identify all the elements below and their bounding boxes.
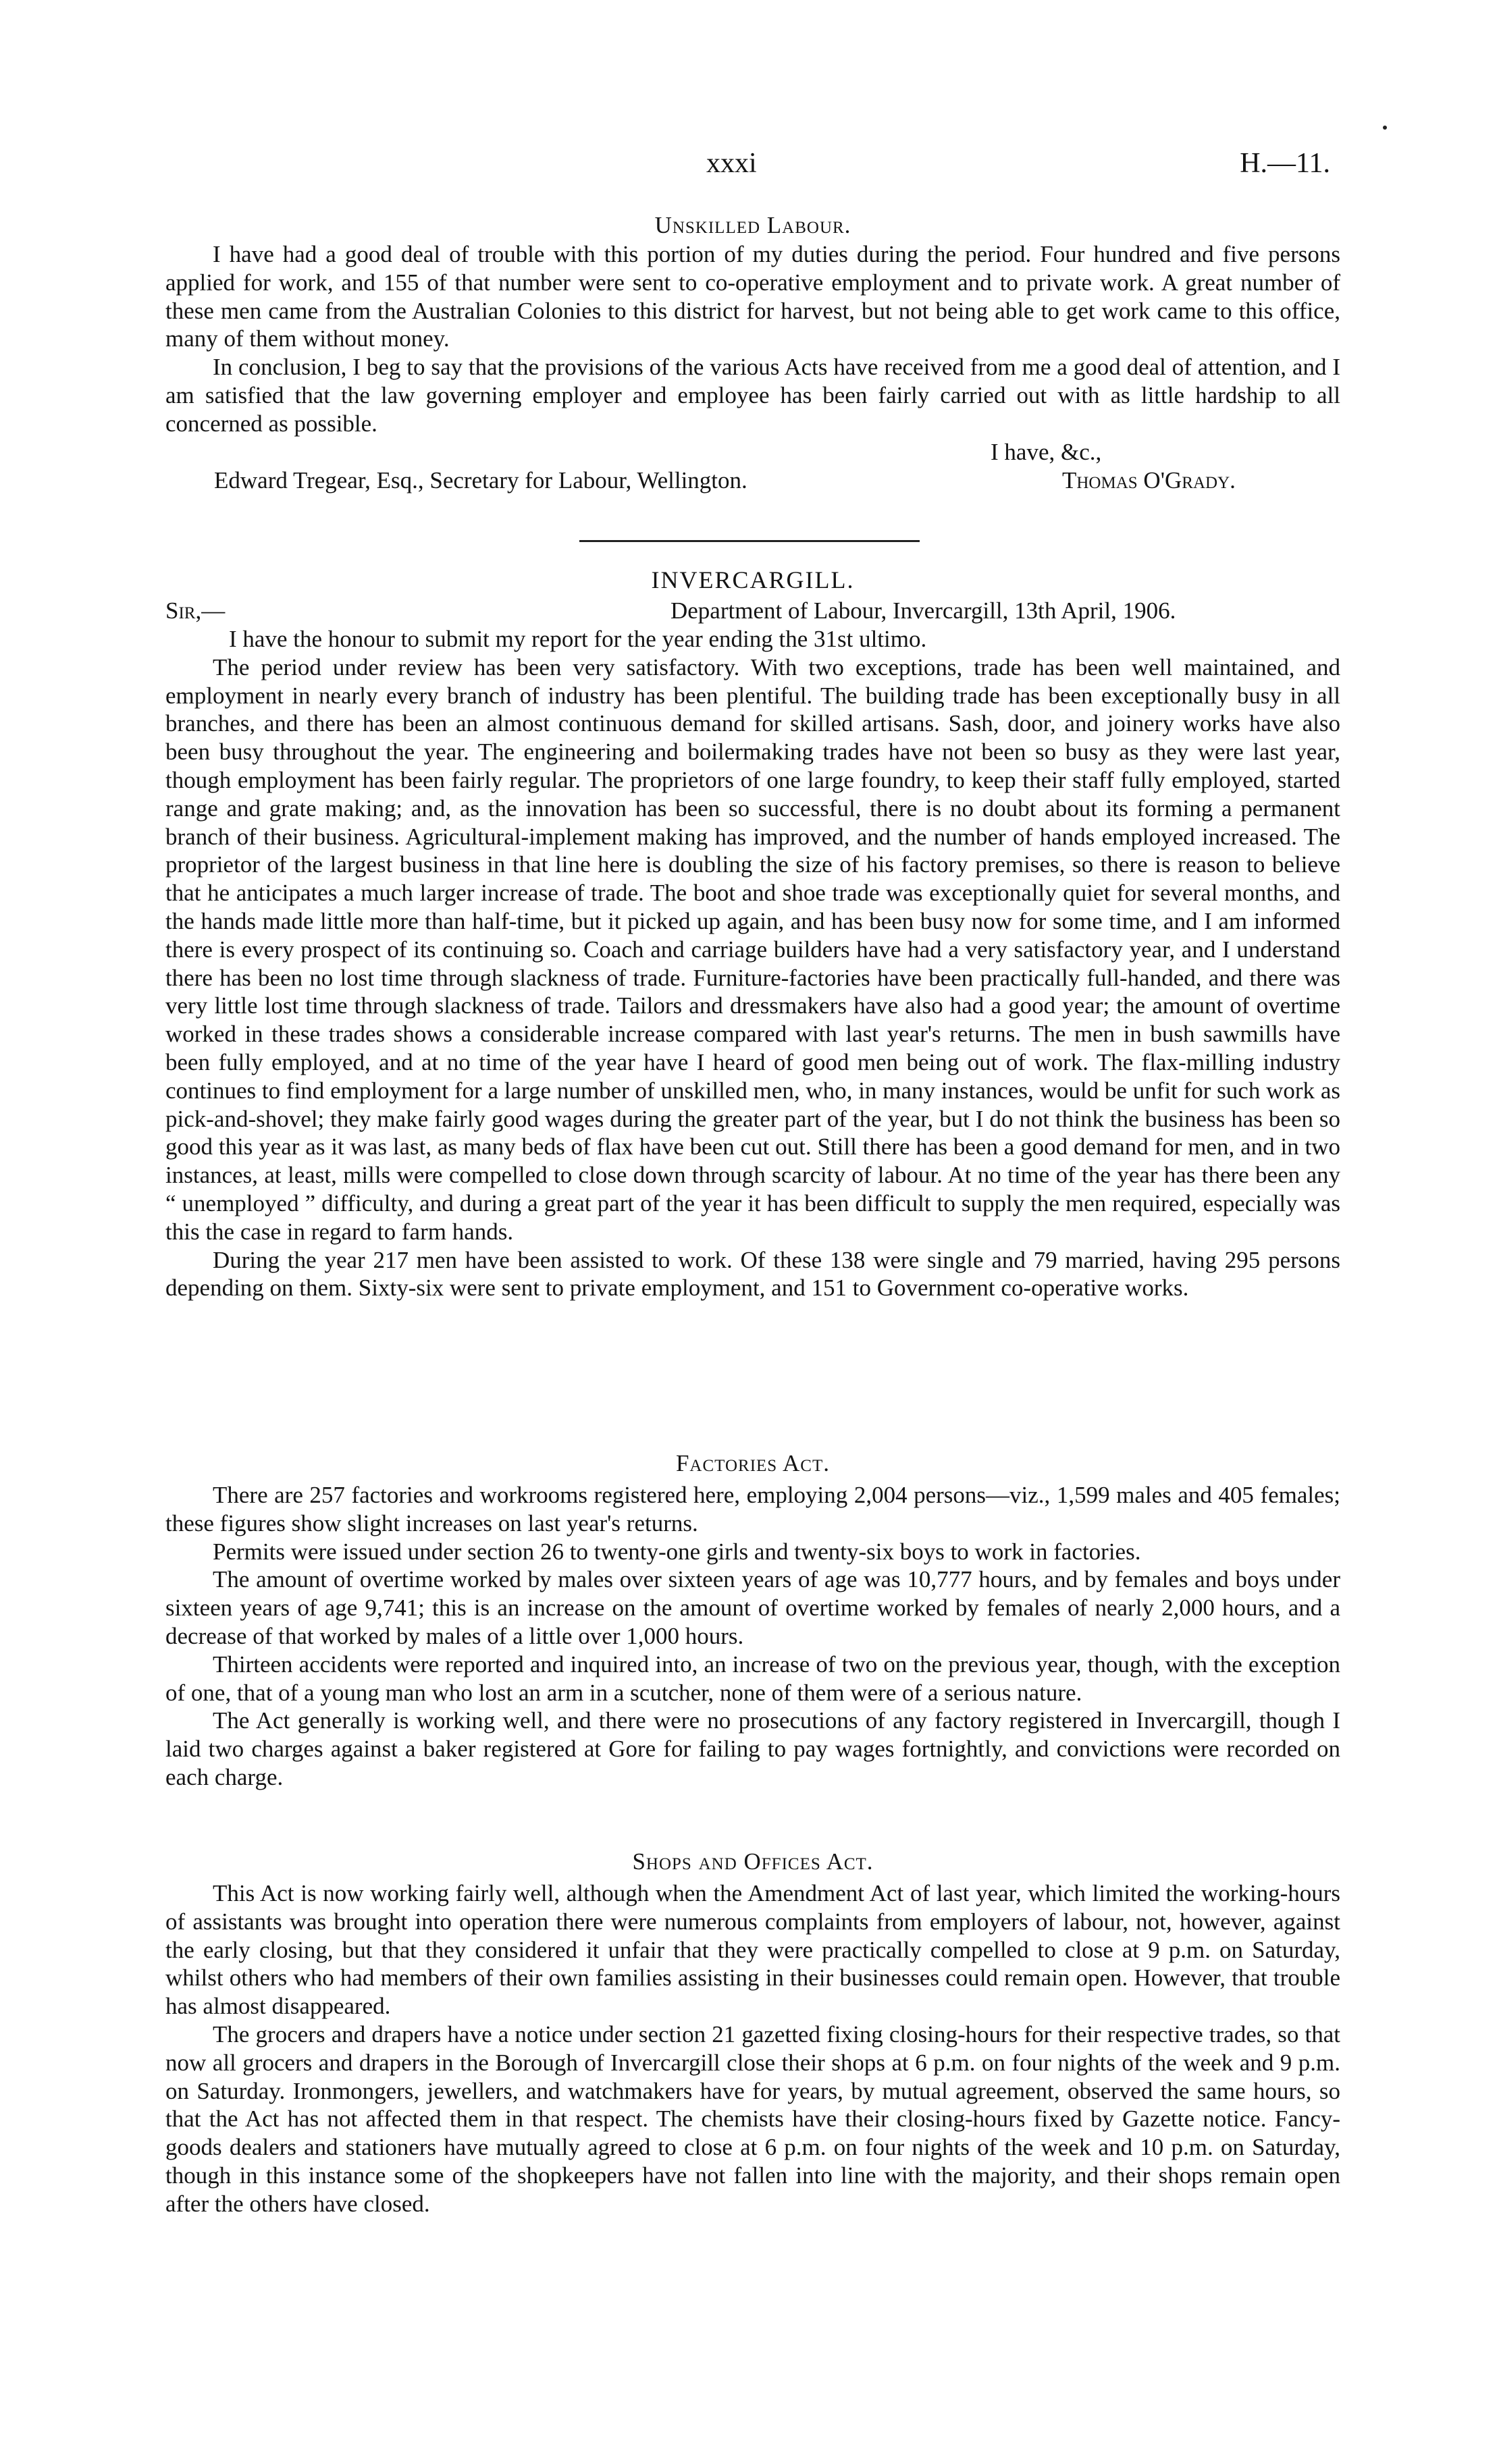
section-unskilled-labour (165, 212, 1340, 495)
margin-mark (1383, 126, 1387, 130)
paragraph: Permits were issued under section 26 to twenty-one girls and twenty-six boys to work in factories. (213, 1538, 1141, 1565)
section-factories-act (165, 1450, 1340, 1792)
closing-row (165, 438, 1340, 466)
page-number: xxxi (706, 148, 757, 179)
report-title: INVERCARGILL. (651, 566, 855, 593)
paragraph: I have the honour to submit my report for the year ending the 31st ultimo. (229, 626, 927, 652)
signature-row (165, 466, 1340, 495)
paragraph: The period under review has been very satisfactory. With two exceptions, trade has been well maintained, and employment in nearly every branch of industry has been plentiful. The building trade has been exceptionally busy in all branches, and there has been an almost continuous demand for skilled artisans. Sash, door, and joinery works have also been busy throughout the year. The engineering and boilermaking trades have not been so busy as they were last year, though employment has been fairly regular. The proprietors of one large foundry, to keep their staff fully employed, started range and grate making; and, as the innovation has been so successful, there is no doubt about its forming a permanent branch of their business. Agricultural-implement making has improved, and the number of hands employed increased. The proprietor of the largest business in that line here is doubling the size of his factory premises, so there is reason to believe that he anticipates a much larger increase of trade. The boot and shoe trade was exceptionally quiet for several months, and the hands made little more than half-time, but it picked up again, and has been busy now for some time, and I am informed there is every prospect of its continuing so. Coach and carriage builders have had a very satisfactory year, and I understand there has been no lost time through slackness of trade. Furniture-factories have been practically full-handed, and there was very little lost time through slackness of trade. Tailors and dressmakers have also had a good year; the amount of overtime worked in these trades shows a considerable increase compared with last year's returns. The men in bush sawmills have been fully employed, and at no time of the year have I heard of good men being out of work. The flax-milling industry continues to find employment for a large number of unskilled men, who, in many instances, would be unfit for such work as pick-and-shovel; they make fairly good wages during the greater part of the year, but I do not think the business has been so good this year as it was last, as many beds of flax have been cut out. Still there has been a good demand for men, and in two instances, at least, mills were compelled to close down through scarcity of labour. At no time of the year has there been any “ unemployed ” difficulty, and during a great part of the year it has been difficult to supply the men required, especially was this the case in regard to farm hands. (165, 653, 1340, 1245)
paragraph: I have had a good deal of trouble with this portion of my duties during the period. Four hundred and five persons applied for work, and 155 of that number were sent to co-operative employment and to private work. A great number of these men came from the Australian Colonies to this district for harvest, but not being able to get work came to this office, many of them without money. (165, 241, 1340, 352)
document-reference: H.—11. (1240, 148, 1330, 179)
addressee: Edward Tregear, Esq., Secretary for Labour, Wellington. (214, 466, 747, 493)
section-heading: Unskilled Labour. (654, 212, 851, 238)
signature: Thomas O'Grady. (1062, 466, 1236, 493)
paragraph: There are 257 factories and workrooms registered here, employing 2,004 persons—viz., 1,599 males and 405 females; these figures show slight increases on last year's returns. (165, 1482, 1340, 1536)
paragraph: This Act is now working fairly well, although when the Amendment Act of last year, which limited the working-hours of assistants was brought into operation there were numerous complaints from employers of labour, not, however, against the early closing, but that they considered it unfair that they were practically compelled to close at 9 p.m. on Saturday, whilst others who had members of their own families assisting in their businesses could remain open. However, that trouble has almost disappeared. (165, 1880, 1340, 2020)
paragraph: Thirteen accidents were reported and inquired into, an increase of two on the previous year, though, with the exception of one, that of a young man who lost an arm in a scutcher, none of them were of a serious nature. (165, 1651, 1340, 1706)
paragraph: The amount of overtime worked by males over sixteen years of age was 10,777 hours, and by females and boys under sixteen years of age 9,741; this is an increase on the amount of overtime worked by females of nearly 2,000 hours, and a decrease of that worked by males of a little over 1,000 hours. (165, 1566, 1340, 1649)
paragraph: During the year 217 men have been assisted to work. Of these 138 were single and 79 married, having 295 persons depending on them. Sixty-six were sent to private employment, and 151 to Government co-operative works. (165, 1246, 1340, 1302)
section-heading: Factories Act. (675, 1450, 831, 1476)
paragraph: In conclusion, I beg to say that the provisions of the various Acts have received from me a good deal of attention, and I am satisfied that the law governing employer and employee has been fairly carried out with as little hardship to all concerned as possible. (165, 354, 1340, 437)
salutation: Sir,— (165, 597, 226, 624)
closing-text: I have, &c., (991, 438, 1102, 465)
dateline-row (165, 597, 1340, 625)
section-heading: Shops and Offices Act. (632, 1848, 874, 1875)
section-divider (579, 540, 920, 542)
section-invercargill (165, 566, 1340, 1302)
paragraph: The grocers and drapers have a notice under section 21 gazetted fixing closing-hours for their respective trades, so that now all grocers and drapers in the Borough of Invercargill close their shops at 6 p.m. on four nights of the week and 9 p.m. on Saturday. Ironmongers, jewellers, and watchmakers have for years, by mutual agreement, observed the same hours, so that the Act has not affected them in that respect. The chemists have their closing-hours fixed by Gazette notice. Fancy-goods dealers and stationers have mutually agreed to close at 6 p.m. on four nights of the week and 10 p.m. on Saturday, though in this instance some of the shopkeepers have not fallen into line with the majority, and their shops remain open after the others have closed. (165, 2020, 1340, 2217)
paragraph: The Act generally is working well, and there were no prosecutions of any factory registered in Invercargill, though I laid two charges against a baker registered at Gore for failing to pay wages fortnightly, and convictions were recorded on each charge. (165, 1707, 1340, 1790)
section-shops-and-offices-act (165, 1848, 1340, 2218)
dateline: Department of Labour, Invercargill, 13th April, 1906. (670, 597, 1176, 624)
